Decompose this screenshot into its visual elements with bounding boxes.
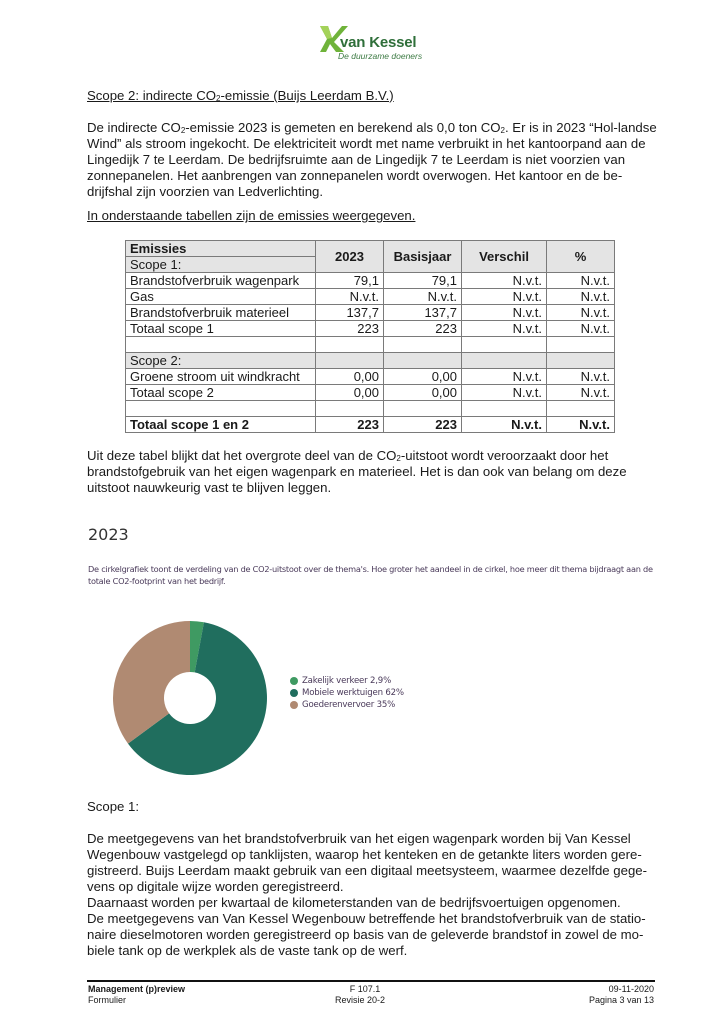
table-header-row <box>126 241 615 257</box>
table-row <box>126 369 615 385</box>
blank-cell <box>316 337 384 353</box>
para-text: . Er is in 2023 “Hol-landse Wind” als stroom ingekocht. De elektriciteit wordt met name verbruikt in het kantoorpand aan de Lingedijk 7 te Leerdam. De bedrijfsruimte aan de Lingedijk 7 te Leerdam is niet voorzien van zonnepanelen. Het aanbrengen van zonnepanelen wordt overwogen. Het kantoor en de be-drijfshal zijn voorzien van Ledverlichting. <box>87 120 657 199</box>
para-text: De meetgegevens van Van Kessel Wegenbouw betreffende het brandstofverbruik van de statio-naire dieselmotoren worden geregistreerd op basis van de geleverde brandstof in zowel de mo-biele tank op de werkplek als de vaste tank op de werf. <box>87 911 646 958</box>
scope2-label: Scope 2: <box>126 353 316 369</box>
cell-pct: N.v.t. <box>547 289 615 305</box>
cell-basisjaar: N.v.t. <box>384 289 462 305</box>
para-text: De indirecte CO <box>87 120 181 135</box>
footer-page-number: Pagina 3 van 13 <box>588 995 654 1005</box>
row-label: Brandstofverbruik wagenpark <box>126 273 316 289</box>
cell-pct: N.v.t. <box>547 417 615 433</box>
logo-tagline: De duurzame doeners <box>338 51 423 61</box>
scope1-heading: Scope 1: <box>87 799 140 814</box>
row-label: Totaal scope 1 <box>126 321 316 337</box>
footer-date: 09-11-2020 <box>608 984 654 994</box>
table-row <box>126 289 615 305</box>
cell-2023: 223 <box>316 321 384 337</box>
cell-verschil: N.v.t. <box>462 321 547 337</box>
heading-text: Scope 2: indirecte CO <box>87 88 217 103</box>
header-pct: % <box>547 241 615 273</box>
scope2-paragraph <box>87 120 662 200</box>
row-label: Totaal scope 2 <box>126 385 316 401</box>
cell-2023: N.v.t. <box>316 289 384 305</box>
legend-item <box>290 687 404 699</box>
header-emissies: Emissies <box>126 241 316 257</box>
logo-name: van Kessel <box>340 34 417 51</box>
footer-form-code: F 107.1 <box>349 984 381 994</box>
cell-verschil: N.v.t. <box>462 417 547 433</box>
cell-verschil: N.v.t. <box>462 273 547 289</box>
blank-cell <box>547 353 615 369</box>
para-text: Daarnaast worden per kwartaal de kilometerstanden van de bedrijfsvoertuigen opgenomen. <box>87 895 621 910</box>
blank-cell <box>316 401 384 417</box>
legend-item <box>290 699 404 711</box>
footer-divider <box>87 980 655 982</box>
row-label: Brandstofverbruik materieel <box>126 305 316 321</box>
footer-doc-title: Management (p)review <box>88 984 186 994</box>
table-row <box>126 385 615 401</box>
cell-verschil: N.v.t. <box>462 385 547 401</box>
cell-verschil: N.v.t. <box>462 369 547 385</box>
blank-row <box>126 401 615 417</box>
subscript: 2 <box>396 454 401 463</box>
legend-dot-icon <box>290 689 298 697</box>
footer-doc-type: Formulier <box>88 995 127 1005</box>
blank-cell <box>462 353 547 369</box>
scope2-label-row <box>126 353 615 369</box>
blank-cell <box>547 337 615 353</box>
blank-cell <box>384 353 462 369</box>
donut-chart <box>112 620 268 776</box>
row-label: Groene stroom uit windkracht <box>126 369 316 385</box>
blank-cell <box>462 401 547 417</box>
cell-basisjaar: 137,7 <box>384 305 462 321</box>
cell-pct: N.v.t. <box>547 305 615 321</box>
cell-basisjaar: 0,00 <box>384 385 462 401</box>
heading-text: -emissie (Buijs Leerdam B.V.) <box>220 88 394 103</box>
scope1-paragraph <box>87 831 662 959</box>
scope1-label: Scope 1: <box>126 257 316 273</box>
cell-pct: N.v.t. <box>547 385 615 401</box>
blank-cell <box>547 401 615 417</box>
subscript: 2 <box>500 126 505 135</box>
para-text: -uitstoot wordt veroorzaakt door het brandstofgebruik van het eigen wagenpark en materieel. Het is dan ook van belang om deze uitstoot nauwkeurig vast te blijven leggen. <box>87 448 627 495</box>
header-2023: 2023 <box>316 241 384 273</box>
para-text: De meetgegevens van het brandstofverbruik van het eigen wagenpark worden bij Van Kessel Wegenbouw vastgelegd op tanklijsten, waarop het kenteken en de getankte liters worden gere-gistreerd. Buijs Leerdam maakt gebruik van een digitaal meetsysteem, waarmee dezelfde gege-vens op digitale wijze worden geregistreerd. <box>87 831 648 894</box>
blank-cell <box>462 337 547 353</box>
cell-2023: 223 <box>316 417 384 433</box>
scope2-heading <box>87 88 662 104</box>
para-text: -emissie 2023 is gemeten en berekend als 0,0 ton CO <box>185 120 501 135</box>
legend-dot-icon <box>290 677 298 685</box>
cell-basisjaar: 79,1 <box>384 273 462 289</box>
total-row <box>126 417 615 433</box>
row-label: Totaal scope 1 en 2 <box>126 417 316 433</box>
chart-title: 2023 <box>88 525 129 544</box>
table-intro: In onderstaande tabellen zijn de emissies weergegeven. <box>87 208 416 223</box>
cell-basisjaar: 0,00 <box>384 369 462 385</box>
blank-cell <box>126 337 316 353</box>
cell-2023: 79,1 <box>316 273 384 289</box>
cell-2023: 0,00 <box>316 385 384 401</box>
subscript: 2 <box>216 94 221 103</box>
blank-cell <box>384 337 462 353</box>
footer-middle <box>334 984 390 1006</box>
table-row <box>126 305 615 321</box>
blank-cell <box>316 353 384 369</box>
legend-item <box>290 675 404 687</box>
table-row <box>126 273 615 289</box>
cell-pct: N.v.t. <box>547 321 615 337</box>
legend-dot-icon <box>290 701 298 709</box>
chart-description: De cirkelgrafiek toont de verdeling van de CO2-uitstoot over de thema's. Hoe groter het aandeel in de cirkel, hoe meer dit thema bijdraagt aan de totale CO2-footprint van het bedrijf. <box>88 564 653 586</box>
subscript: 2 <box>180 126 186 135</box>
chart-legend <box>290 675 404 711</box>
footer-revision: Revisie 20-2 <box>334 995 386 1005</box>
legend-label: Mobiele werktuigen 62% <box>302 688 404 698</box>
blank-row <box>126 337 615 353</box>
header-basisjaar: Basisjaar <box>384 241 462 273</box>
para-text: Uit deze tabel blijkt dat het overgrote deel van de CO <box>87 448 397 463</box>
emissions-table <box>125 240 615 433</box>
cell-2023: 137,7 <box>316 305 384 321</box>
cell-basisjaar: 223 <box>384 321 462 337</box>
company-logo <box>318 24 428 64</box>
header-verschil: Verschil <box>462 241 547 273</box>
footer-left <box>88 984 185 1006</box>
cell-pct: N.v.t. <box>547 369 615 385</box>
legend-label: Goederenvervoer 35% <box>302 700 396 710</box>
cell-basisjaar: 223 <box>384 417 462 433</box>
footer-right <box>540 984 654 1006</box>
cell-pct: N.v.t. <box>547 273 615 289</box>
blank-cell <box>126 401 316 417</box>
cell-verschil: N.v.t. <box>462 305 547 321</box>
cell-verschil: N.v.t. <box>462 289 547 305</box>
conclusion-paragraph <box>87 448 662 496</box>
table-row <box>126 321 615 337</box>
row-label: Gas <box>126 289 316 305</box>
blank-cell <box>384 401 462 417</box>
legend-label: Zakelijk verkeer 2,9% <box>302 676 392 686</box>
cell-2023: 0,00 <box>316 369 384 385</box>
